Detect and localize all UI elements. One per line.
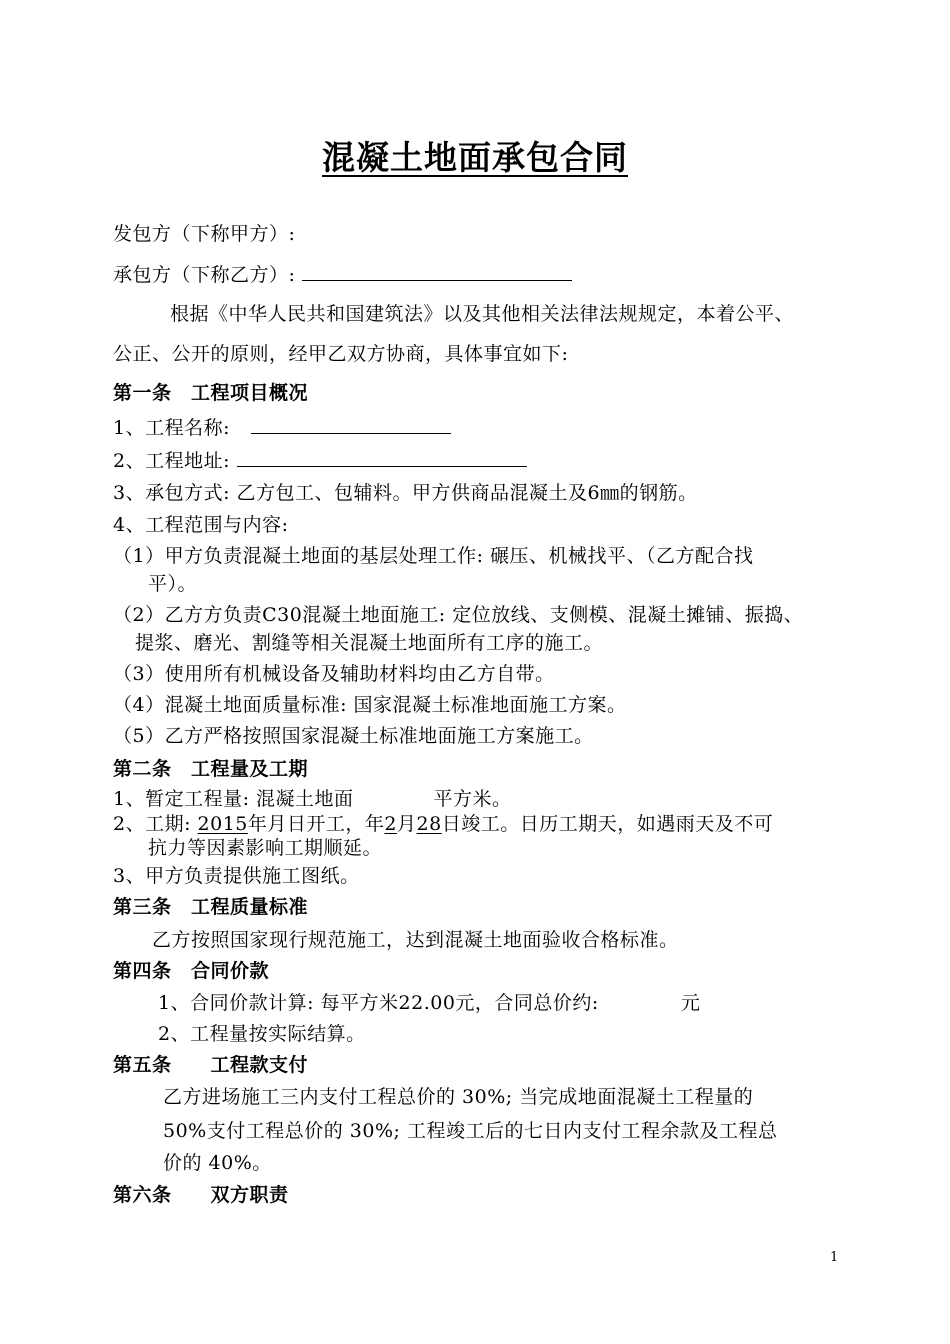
- project-name-blank[interactable]: [251, 415, 451, 434]
- scope-item-4: （4）混凝土地面质量标准: 国家混凝土标准地面施工方案。: [113, 694, 627, 716]
- drawings-line: 3、甲方负责提供施工图纸。: [113, 865, 360, 887]
- scope-item-3: （3）使用所有机械设备及辅助材料均由乙方自带。: [113, 663, 555, 685]
- article-2-heading: 第二条 工程量及工期: [113, 758, 309, 780]
- article-6-heading: 第六条 双方职责: [113, 1184, 289, 1206]
- scope-item-1-line-1: （1）甲方负责混凝土地面的基层处理工作: 碾压、机械找平、（乙方配合找: [113, 545, 754, 567]
- payment-line-3: 价的 40%。: [163, 1152, 272, 1174]
- document-title: 混凝土地面承包合同: [322, 138, 628, 177]
- scope-item-2-line-1: （2）乙方方负责C30混凝土地面施工: 定位放线、支侧模、混凝土摊铺、振捣、: [113, 604, 804, 626]
- party-a-line: 发包方（下称甲方）:: [113, 223, 296, 245]
- end-month: 2: [384, 813, 398, 835]
- end-day: 28: [416, 813, 442, 835]
- project-address-line: 2、工程地址:: [113, 448, 527, 473]
- intro-line-1: 根据《中华人民共和国建筑法》以及其他相关法律法规规定，本着公平、: [170, 303, 795, 325]
- schedule-line-1: 2、工期: 2015年月日开工，年2月28日竣工。日历工期天，如遇雨天及不可: [113, 813, 774, 835]
- scope-line: 4、工程范围与内容:: [113, 514, 289, 536]
- start-year: 2015: [197, 813, 248, 835]
- quantity-line: 1、暂定工程量: 混凝土地面 平方米。: [113, 788, 512, 810]
- article-1-heading: 第一条 工程项目概况: [113, 382, 309, 404]
- project-name-line: 1、工程名称:: [113, 415, 451, 440]
- settlement-line: 2、工程量按实际结算。: [158, 1023, 366, 1045]
- article-5-heading: 第五条 工程款支付: [113, 1054, 309, 1076]
- article-3-heading: 第三条 工程质量标准: [113, 896, 309, 918]
- scope-item-5: （5）乙方严格按照国家混凝土标准地面施工方案施工。: [113, 725, 594, 747]
- payment-line-2: 50%支付工程总价的 30%; 工程竣工后的七日内支付工程余款及工程总: [163, 1120, 778, 1142]
- payment-line-1: 乙方进场施工三内支付工程总价的 30%; 当完成地面混凝土工程量的: [163, 1086, 754, 1108]
- scope-item-2-line-2: 提浆、磨光、割缝等相关混凝土地面所有工序的施工。: [135, 632, 604, 654]
- page-number: 1: [830, 1250, 839, 1265]
- party-b-line: 承包方（下称乙方）:: [113, 262, 572, 287]
- contract-mode-line: 3、承包方式: 乙方包工、包辅料。甲方供商品混凝土及6㎜的钢筋。: [113, 482, 698, 504]
- party-b-blank[interactable]: [302, 262, 572, 281]
- schedule-line-2: 抗力等因素影响工期顺延。: [148, 837, 383, 859]
- intro-line-2: 公正、公开的原则，经甲乙双方协商，具体事宜如下:: [113, 343, 569, 365]
- quality-standard-line: 乙方按照国家现行规范施工，达到混凝土地面验收合格标准。: [152, 929, 679, 951]
- price-line: 1、合同价款计算: 每平方米22.00元，合同总价约: 元: [158, 992, 701, 1014]
- scope-item-1-line-2: 平）。: [148, 573, 198, 595]
- project-address-blank[interactable]: [237, 448, 527, 467]
- article-4-heading: 第四条 合同价款: [113, 960, 270, 982]
